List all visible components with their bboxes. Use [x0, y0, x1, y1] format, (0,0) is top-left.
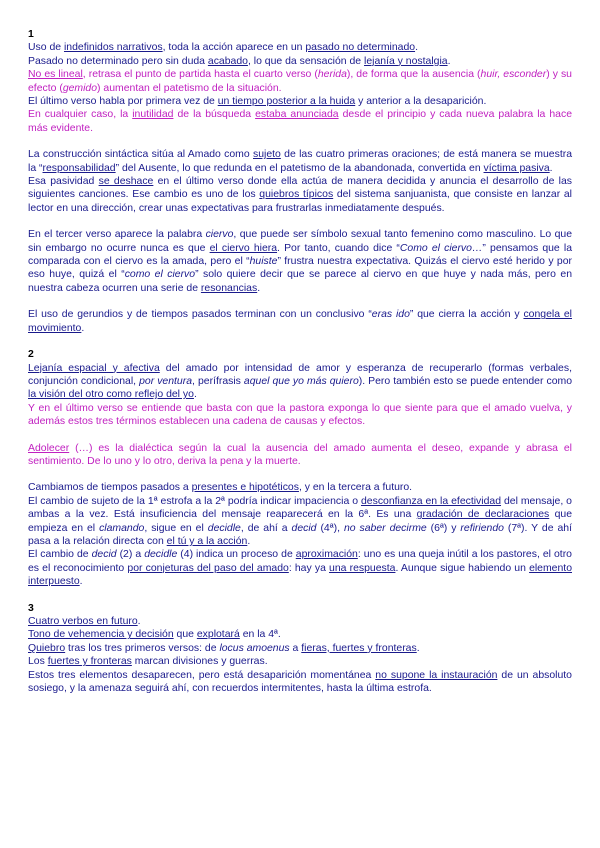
paragraph: El cambio de decid (2) a decidle (4) indica un proceso de aproximación: uno es una queja inútil a los pastores, el otro es el reconocimiento por conjeturas del paso del amado: hay ya una respuesta. Aunque sigue habiendo un elemento interpuesto. [28, 549, 572, 588]
italic-term: aquel que yo más quiero [243, 375, 359, 387]
italic-term: ciervo [205, 229, 234, 241]
underlined-term: Lejanía espacial y afectiva [28, 362, 160, 374]
underlined-term: estaba anunciada [255, 109, 339, 121]
underlined-term: Quiebro [28, 642, 66, 654]
italic-term: clamando [99, 522, 145, 534]
underlined-term: el tú y a la acción [166, 535, 248, 547]
underlined-term: responsabilidad [42, 162, 116, 174]
underlined-term: explotará [196, 629, 240, 641]
italic-term: eras ido [371, 309, 410, 321]
underlined-term: un tiempo posterior a la huida [217, 96, 356, 108]
underlined-term: se deshace [98, 176, 154, 188]
paragraph: En cualquier caso, la inutilidad de la búsqueda estaba anunciada desde el principio y cada nueva palabra la hace más evidente. [28, 109, 572, 134]
underlined-term: lejanía y nostalgia [364, 55, 448, 67]
underlined-term: no supone la instauración [375, 669, 498, 681]
italic-term: locus amoenus [219, 642, 290, 654]
underlined-term: indefinidos narrativos [63, 42, 163, 54]
paragraph-spacer [28, 429, 572, 442]
paragraph: Tono de vehemencia y decisión que explotará en la 4ª. [28, 629, 281, 641]
paragraph: La construcción sintáctica sitúa al Amado como sujeto de las cuatro primeras oraciones; de está manera se muestra la “responsabilidad” del Ausente, lo que redunda en el patetismo de la abandonada, convertida en víctima pasiva. [28, 149, 573, 174]
section-number: 2 [28, 349, 34, 361]
italic-term: decidle [207, 522, 241, 534]
italic-term: por ventura [139, 375, 193, 387]
italic-term: no saber decirme [343, 522, 427, 534]
paragraph: Quiebro tras los tres primeros versos: de locus amoenus a fieras, fuertes y fronteras. [28, 642, 420, 654]
paragraph: Estos tres elementos desaparecen, pero está desaparición momentánea no supone la instauración de un absoluto sosiego, y la amenaza seguirá ahí, con recuerdos intermitentes, hasta la última estrofa. [28, 669, 572, 695]
underlined-term: Cuatro verbos en futuro [28, 615, 138, 627]
underlined-term: fuertes y fronteras [47, 656, 132, 668]
paragraph: Cuatro verbos en futuro. [28, 615, 141, 627]
paragraph: Cambiamos de tiempos pasados a presentes e hipotéticos, y en la tercera a futuro. [28, 482, 413, 494]
italic-term: decid [291, 522, 317, 534]
underlined-term: por conjeturas del paso del amado [127, 562, 289, 574]
underlined-term: congela el movimiento [28, 309, 572, 334]
underlined-term: el ciervo hiera [209, 242, 278, 254]
underlined-term: la visión del otro como reflejo del yo [28, 389, 194, 401]
paragraph: Esa pasividad se deshace en el último verso donde ella actúa de manera decidida y anuncia el desarrollo de las siguientes canciones. Ese cambio es uno de los quiebros típicos del sistema sanjuanista, que consiste en lanzar al lector en una dirección, crear unas expectativas para frustrarlas inmediatamente después. [28, 176, 572, 214]
paragraph: Y en el último verso se entiende que basta con que la pastora exponga lo que siente para que el amado vuelva, y además estos tres términos establecen una cadena de causas y efectos. [28, 402, 572, 428]
paragraph-spacer [28, 468, 572, 481]
italic-term: decid [91, 549, 117, 561]
underlined-term: No es lineal [28, 69, 83, 81]
italic-term: huir, esconder [480, 69, 547, 81]
paragraph: No es lineal, retrasa el punto de partida hasta el cuarto verso (herida), de forma que la ausencia (huir, esconder) y su efecto (gemido) aumentan el patetismo de la situación. [28, 69, 572, 94]
underlined-term: gradación de declaraciones [416, 509, 550, 521]
paragraph: Los fuertes y fronteras marcan divisiones y guerras. [28, 656, 268, 668]
underlined-term: Adolecer [28, 442, 70, 454]
italic-term: gemido [62, 82, 98, 94]
italic-term: como el ciervo [124, 269, 196, 281]
paragraph: Lejanía espacial y afectiva del amado por intensidad de amor y esperanza de recuperarlo (formas verbales, conjunción condicional, por ventura, perífrasis aquel que yo más quiero). Pero también esto se puede entender como la visión del otro como reflejo del yo. [28, 362, 573, 401]
paragraph-spacer [28, 295, 572, 308]
underlined-term: una respuesta [329, 562, 396, 574]
section-number: 3 [28, 602, 34, 614]
italic-term: decidle [144, 549, 178, 561]
underlined-term: presentes e hipotéticos [191, 482, 299, 494]
paragraph: El cambio de sujeto de la 1ª estrofa a la 2ª podría indicar impaciencia o desconfianza en la efectividad del mensaje, o ambas a la vez. Está insuficiencia del mensaje reaparecerá en la 6ª. Es una gradación de declaraciones que empieza en el clamando, sigue en el decidle, de ahí a decid (4ª), no saber decirme (6ª) y refiriendo (7ª). Y de ahí pasa a la relación directa con el tú y a la acción. [28, 495, 573, 547]
paragraph: En el tercer verso aparece la palabra ciervo, que puede ser símbolo sexual tanto femenino como masculino. Lo que sin embargo no ocurre nunca es que el ciervo hiera. Por tanto, cuando dice “Como el ciervo…” pensamos que la comparada con el ciervo es la amada, pero el “huiste” frustra nuestra expectativa. Quizás el ciervo esté herido y por eso huye, quizá el “como el ciervo” solo quiere decir que se parece al ciervo en que huye y nada más, pero en nuestra cabeza ocurren una serie de resonancias. [28, 229, 572, 294]
paragraph: El uso de gerundios y de tiempos pasados terminan con un conclusivo “eras ido” que cierra la acción y congela el movimiento. [28, 309, 572, 334]
underlined-term: quiebros típicos [259, 189, 334, 201]
paragraph-spacer [28, 135, 572, 148]
underlined-term: Tono de vehemencia y decisión [28, 629, 174, 641]
underlined-term: sujeto [253, 149, 281, 161]
paragraph: Uso de indefinidos narrativos, toda la acción aparece en un pasado no determinado. [28, 42, 418, 54]
section-number: 1 [28, 29, 34, 40]
italic-term: refiriendo [460, 522, 504, 534]
section-spacer [28, 589, 572, 602]
paragraph: Pasado no determinado pero sin duda acabado, lo que da sensación de lejanía y nostalgia. [28, 55, 451, 67]
paragraph: El último verso habla por primera vez de un tiempo posterior a la huida y anterior a la desaparición. [28, 96, 487, 108]
underlined-term: elemento interpuesto [28, 562, 572, 588]
paragraph: Adolecer (…) es la dialéctica según la cual la ausencia del amado aumenta el deseo, expande y abrasa el sentimiento. De lo uno y lo otro, deriva la pena y la muerte. [28, 442, 572, 467]
section-spacer [28, 335, 572, 348]
underlined-term: acabado [207, 55, 248, 67]
italic-term: herida [317, 69, 347, 81]
underlined-term: resonancias [200, 282, 258, 294]
underlined-term: desconfianza en la efectividad [360, 495, 502, 507]
italic-term: Como el ciervo… [399, 242, 483, 254]
underlined-term: víctima pasiva [483, 162, 550, 174]
paragraph-spacer [28, 215, 572, 228]
underlined-term: fieras, fuertes y fronteras [301, 642, 417, 654]
underlined-term: pasado no determinado [305, 42, 416, 54]
underlined-term: aproximación [295, 549, 358, 561]
underlined-term: inutilidad [132, 109, 174, 121]
italic-term: huiste [249, 256, 278, 268]
